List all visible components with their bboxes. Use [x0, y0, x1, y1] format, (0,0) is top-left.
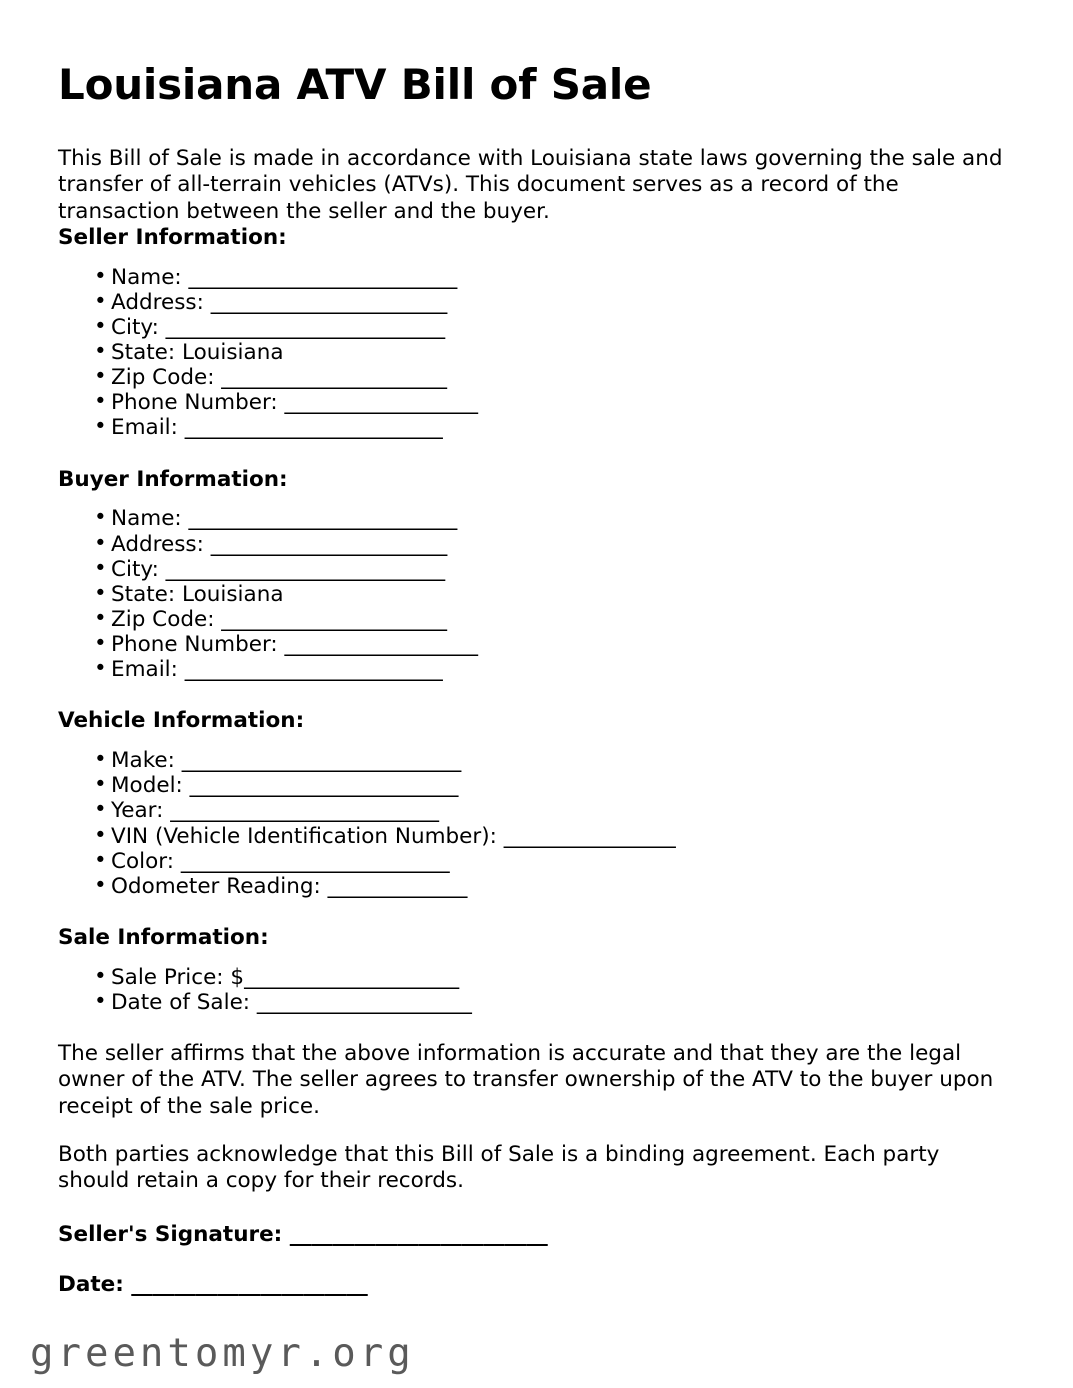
list-item: • Year: _________________________	[58, 798, 1011, 823]
list-item: • Email: ________________________	[58, 657, 1011, 682]
list-item: • Model: _________________________	[58, 773, 1011, 798]
list-item: • Name: _________________________	[58, 506, 1011, 531]
list-item: • Phone Number: __________________	[58, 632, 1011, 657]
list-item: • Zip Code: _____________________	[58, 365, 1011, 390]
intro-paragraph: This Bill of Sale is made in accordance with Louisiana state laws governing the sale and transfer of all-terrain vehicles (ATVs). This document serves as a record of the transaction between the seller and the buyer.	[58, 146, 1003, 224]
section-heading-vehicle: Vehicle Information:	[58, 708, 305, 734]
closing-paragraph-affirmation: The seller affirms that the above information is accurate and that they are the legal owner of the ATV. The seller agrees to transfer ownership of the ATV to the buyer upon receipt of the sale price.	[58, 1041, 994, 1119]
signature-block	[58, 1222, 1011, 1298]
list-item: • Name: _________________________	[58, 265, 1011, 290]
list-item: • VIN (Vehicle Identification Number): ________________	[58, 824, 1011, 849]
site-watermark: greentomyr.org	[30, 1331, 415, 1376]
closing-paragraph-acknowledgement: Both parties acknowledge that this Bill of Sale is a binding agreement. Each party should retain a copy for their records.	[58, 1141, 940, 1193]
list-item: • Date of Sale: ____________________	[58, 990, 1011, 1015]
list-item: • Color: _________________________	[58, 849, 1011, 874]
closing-paragraphs	[58, 1041, 1011, 1194]
list-item: • Address: ______________________	[58, 290, 1011, 315]
list-item: • City: __________________________	[58, 315, 1011, 340]
list-item: • State: Louisiana	[58, 340, 1011, 365]
section-heading-sale: Sale Information:	[58, 925, 269, 951]
field-list-seller	[58, 265, 1011, 441]
list-item: • City: __________________________	[58, 557, 1011, 582]
list-item: • Odometer Reading: _____________	[58, 874, 1011, 899]
field-list-buyer	[58, 506, 1011, 682]
list-item: • State: Louisiana	[58, 582, 1011, 607]
date-line: Date: ______________________	[58, 1272, 368, 1298]
list-item: • Sale Price: $____________________	[58, 965, 1011, 990]
field-list-sale	[58, 965, 1011, 1015]
section-heading-seller: Seller Information:	[58, 224, 287, 250]
list-item: • Make: __________________________	[58, 748, 1011, 773]
sellers-signature-line: Seller's Signature: ________________________	[58, 1222, 548, 1248]
section-heading-buyer: Buyer Information:	[58, 466, 288, 492]
list-item: • Phone Number: __________________	[58, 390, 1011, 415]
list-item: • Email: ________________________	[58, 415, 1011, 440]
list-item: • Address: ______________________	[58, 532, 1011, 557]
field-list-vehicle	[58, 748, 1011, 899]
list-item: • Zip Code: _____________________	[58, 607, 1011, 632]
page-title: Louisiana ATV Bill of Sale	[58, 60, 652, 109]
